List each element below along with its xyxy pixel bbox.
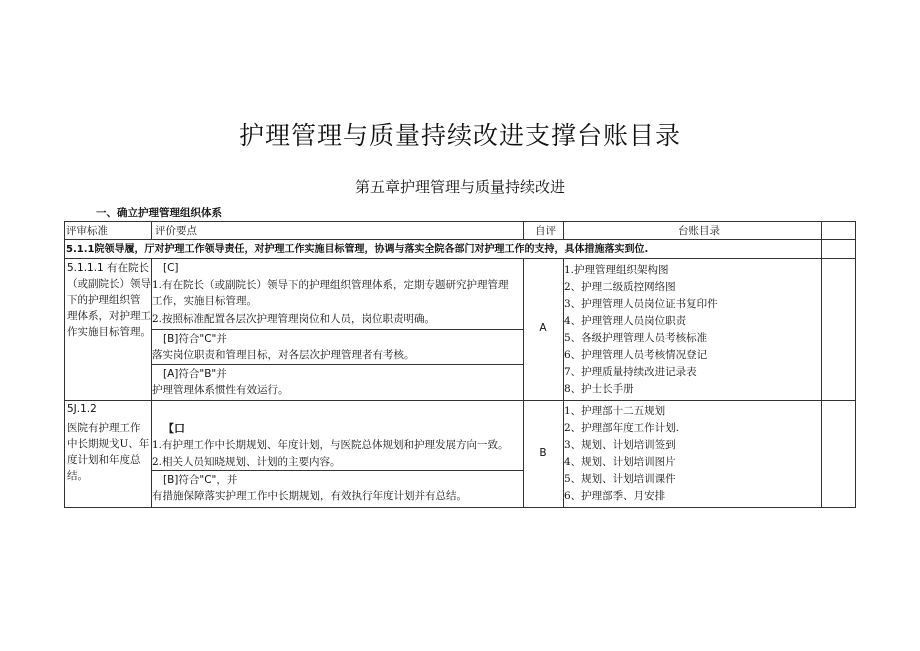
standard-line: 下的护理组织管 (67, 294, 141, 306)
self-eval-grade: A (539, 322, 547, 334)
ledger-item: 8、护士长手册 (564, 383, 634, 395)
section-heading: 一、确立护理管理组织体系 (96, 207, 222, 219)
ledger-item: 3、规划、计划培训签到 (564, 439, 676, 451)
standard-line: （或副院长）领导 (67, 278, 151, 290)
grade-b-label: [B]符合"C"，并 (163, 474, 238, 486)
ledger-item: 1、护理部十二五规划 (564, 405, 666, 417)
chapter-title: 第五章护理管理与质量持续改进 (354, 178, 565, 196)
grade-b-text: 落实岗位职责和管理目标，对各层次护理管理者有考核。 (152, 349, 415, 361)
header-ledger: 台账目录 (678, 225, 720, 237)
grade-c-line: 1.有在院长（或副院长）领导下的护理组织管理体系，定期专题研究护理管理 (152, 279, 509, 291)
rule (151, 470, 523, 471)
grade-c-line: 1.有护理工作中长期规划、年度计划，与医院总体规划和护理发展方向一致。 (152, 439, 509, 451)
ledger-item: 5、各级护理管理人员考核标准 (564, 332, 708, 344)
ledger-item: 4、规划、计划培训图片 (564, 456, 676, 468)
ledger-item: 2、护理二级质控网络图 (564, 281, 676, 293)
standard-line: 结。 (67, 470, 88, 482)
ledger-table (64, 221, 856, 508)
grade-c-label: 【口 (163, 422, 185, 435)
grade-b-label: [B]符合"C"并 (163, 333, 227, 345)
grade-b-text: 有措施保障落实护理工作中长期规划，有效执行年度计划并有总结。 (152, 490, 467, 502)
standard-line: 医院有护理工作 (67, 422, 141, 434)
grade-a-text: 护理管理体系惯性有效运行。 (152, 384, 289, 396)
page-title: 护理管理与质量持续改进支撑台账目录 (238, 121, 681, 150)
rule (523, 258, 524, 508)
ledger-item: 7、护理质量持续改进记录表 (564, 366, 697, 378)
ledger-item: 1.护理管理组织架构图 (564, 264, 669, 276)
grade-c-line: 2.相关人员知晓规划、计划的主要内容。 (152, 456, 341, 468)
rule (65, 239, 855, 240)
rule (563, 222, 564, 239)
rule (151, 329, 523, 330)
grade-c-label: [C] (163, 262, 179, 274)
grade-c-line: 2.按照标准配置各层次护理管理岗位和人员，岗位职责明确。 (152, 313, 436, 325)
rule (151, 364, 523, 365)
rule (821, 258, 822, 508)
ledger-item: 4、护理管理人员岗位职责 (564, 315, 687, 327)
rule (821, 222, 822, 258)
grade-c-line: 工作，实施目标管理。 (152, 295, 257, 307)
ledger-item: 6、护理部季、月安排 (564, 490, 666, 502)
standard-row: 5.1.1院领导履，厅对护理工作领导责任，对护理工作实施目标管理，协调与落实全院各部门对护理工作的支持，具体措施落实到位. (66, 244, 649, 255)
header-self-eval: 自评 (535, 225, 556, 237)
rule (523, 222, 524, 239)
standard-line: 度计划和年度总 (67, 454, 141, 466)
standard-line: 有在院长 (107, 262, 149, 274)
rule (65, 258, 855, 259)
rule (65, 400, 855, 401)
standard-line: 中长期规戈U、年 (67, 438, 150, 450)
header-points: 评价要点 (155, 225, 197, 237)
header-standard: 评审标准 (66, 225, 108, 237)
standard-line: 理体系，对护理工 (67, 310, 151, 322)
rule (151, 222, 152, 239)
item-code: 5.1.1.1 (67, 262, 104, 274)
ledger-item: 6、护理管理人员考核情况登记 (564, 349, 708, 361)
ledger-item: 3、护理管理人员岗位证书复印件 (564, 298, 718, 310)
grade-a-label: [A]符合"B"并 (163, 368, 227, 380)
ledger-item: 2、护理部年度工作计划. (564, 422, 680, 434)
self-eval-grade: B (539, 447, 547, 459)
standard-line: 作实施目标管理。 (67, 326, 151, 338)
ledger-item: 5、规划、计划培训课件 (564, 473, 676, 485)
item-code: 5J.1.2 (67, 403, 97, 415)
